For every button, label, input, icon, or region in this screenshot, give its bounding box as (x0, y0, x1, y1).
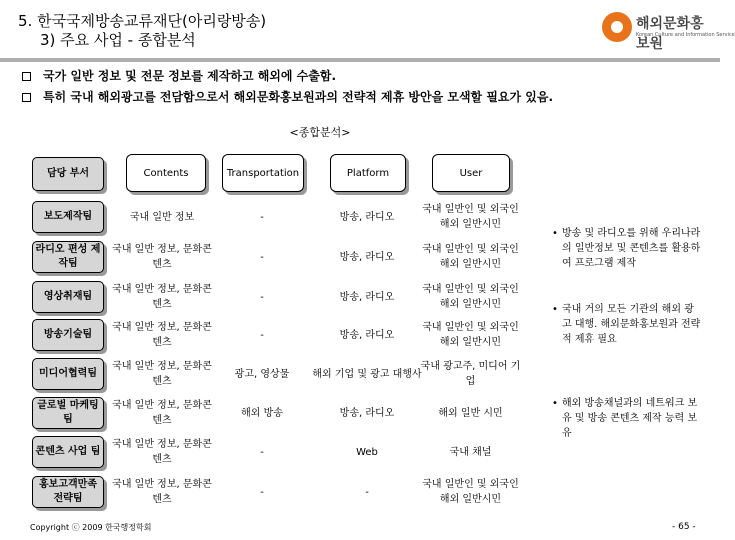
dept-cell: 홍보고객만족 전략팀 (32, 476, 104, 508)
bullet-item (22, 87, 553, 108)
bullet-text: 국가 일반 정보 및 전문 정보를 제작하고 해외에 수출함. (43, 69, 337, 83)
user-cell: 국내 일반인 및 외국인 해외 일반시민 (422, 244, 519, 270)
title-line-1: 5. 한국국제방송교류재단(아리랑방송) (18, 12, 267, 30)
contents-cell: 국내 일반 정보, 문화콘텐츠 (112, 361, 212, 387)
page-title (18, 12, 266, 50)
bullet-item (22, 66, 553, 87)
header-dept: 담당 부서 (32, 157, 104, 191)
contents-cell: 국내 일반 정보, 문화콘텐츠 (112, 479, 212, 505)
dept-cell: 글로벌 마케팅팀 (32, 397, 104, 429)
platform-cell: 방송, 라디오 (339, 211, 395, 223)
header-contents: Contents (126, 154, 206, 192)
transportation-cell: - (260, 486, 264, 498)
note-item (552, 396, 702, 441)
note-item (552, 302, 702, 347)
note-text: 국내 거의 모든 기관의 해외 광고 대행. 해외문화홍보원과 전략적 제휴 필요 (562, 304, 701, 345)
transportation-cell: 해외 방송 (241, 407, 283, 419)
contents-cell: 국내 일반 정보, 문화콘텐츠 (112, 400, 212, 426)
dept-cell: 미디어협력팀 (32, 358, 104, 390)
dept-cell: 보도제작팀 (32, 201, 104, 233)
logo (602, 10, 735, 52)
transportation-cell: - (260, 251, 264, 263)
note-item (552, 226, 702, 271)
dept-cell: 라디오 편성 제작팀 (32, 241, 104, 273)
bullet-dot-icon: • (552, 228, 558, 239)
contents-cell: 국내 일반 정보, 문화콘텐츠 (112, 439, 212, 465)
header-user: User (432, 154, 510, 192)
user-cell: 국내 일반인 및 외국인 해외 일반시민 (422, 479, 519, 505)
platform-cell: - (365, 486, 369, 498)
transportation-cell: 광고, 영상물 (234, 368, 290, 380)
section-title: <종합분석> (289, 126, 351, 139)
note-text: 해외 방송채널과의 네트워크 보유 및 방송 콘텐츠 제작 능력 보유 (562, 398, 698, 439)
platform-cell: 방송, 라디오 (339, 291, 395, 303)
dept-cell: 방송기술팀 (32, 319, 104, 351)
platform-cell: 방송, 라디오 (339, 251, 395, 263)
contents-cell: 국내 일반 정보, 문화콘텐츠 (112, 322, 212, 348)
logo-subtitle: Korean Culture and Information Service (636, 32, 735, 38)
note-text: 방송 및 라디오를 위해 우리나라의 일반정보 및 콘텐츠를 활용하여 프로그램 제작 (562, 228, 701, 269)
dept-cell: 영상취재팀 (32, 281, 104, 313)
user-cell: 국내 일반인 및 외국인 해외 일반시민 (422, 322, 519, 348)
user-cell: 해외 일반 시민 (438, 407, 503, 419)
transportation-cell: - (260, 329, 264, 341)
contents-cell: 국내 일반 정보, 문화콘텐츠 (112, 244, 212, 270)
title-line-2: 3) 주요 사업 - 종합분석 (40, 31, 196, 49)
header-transportation: Transportation (222, 154, 304, 192)
title-divider (0, 58, 720, 62)
footer-copyright: Copyright ⓒ 2009 한국행정학회 (30, 523, 152, 532)
contents-cell: 국내 일반 정보, 문화콘텐츠 (112, 284, 212, 310)
transportation-cell: - (260, 211, 264, 223)
platform-cell: Web (356, 446, 378, 458)
user-cell: 국내 일반인 및 외국인 해외 일반시민 (422, 204, 519, 230)
logo-name: 해외문화홍보원 (636, 16, 704, 52)
platform-cell: 방송, 라디오 (339, 329, 395, 341)
user-cell: 국내 채널 (449, 446, 492, 458)
checkbox-square-icon (22, 72, 31, 81)
bullet-text: 특히 국내 해외광고를 전담함으로서 해외문화홍보원과의 전략적 제휴 방안을 모색할 필요가 있음. (43, 90, 554, 104)
transportation-cell: - (260, 291, 264, 303)
platform-cell: 해외 기업 및 광고 대행사 (312, 368, 422, 380)
platform-cell: 방송, 라디오 (339, 407, 395, 419)
page-number: - 65 - (672, 522, 696, 532)
summary-bullets (22, 66, 553, 108)
bullet-dot-icon: • (552, 398, 558, 409)
contents-cell: 국내 일반 정보 (129, 211, 195, 223)
user-cell: 국내 광고주, 미디어 기업 (420, 361, 521, 387)
transportation-cell: - (260, 446, 264, 458)
header-platform: Platform (330, 154, 406, 192)
checkbox-square-icon (22, 93, 31, 102)
dept-cell: 콘텐츠 사업 팀 (32, 436, 104, 468)
user-cell: 국내 일반인 및 외국인 해외 일반시민 (422, 284, 519, 310)
bullet-dot-icon: • (552, 304, 558, 315)
kocis-logo-icon (602, 12, 632, 42)
